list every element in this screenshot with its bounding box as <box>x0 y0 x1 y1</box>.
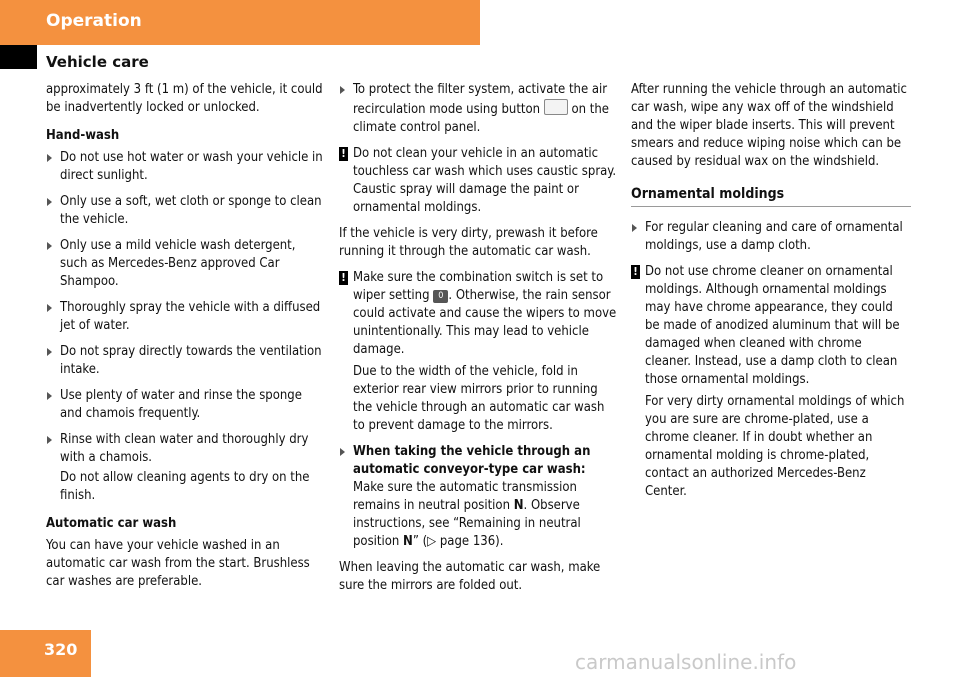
warning-continuation: Due to the width of the vehicle, fold in exterior rear view mirrors prior to running the vehicle through an automatic car wash to prevent damage to the mirrors. <box>353 364 605 433</box>
wiper-setting-badge: 0 <box>433 290 448 303</box>
column-3 <box>631 81 911 509</box>
list-item: Rinse with clean water and thoroughly dry with a chamois. <box>46 431 326 467</box>
section-title: Operation <box>46 11 142 31</box>
list-item: Use plenty of water and rinse the sponge and chamois frequently. <box>46 387 326 423</box>
column-1 <box>46 81 326 599</box>
page-number: 320 <box>44 640 78 659</box>
warning-note <box>631 263 911 389</box>
list-item: Do not spray directly towards the ventilation intake. <box>46 343 326 379</box>
page-reference: ” (▷ page 136). <box>412 534 504 549</box>
recirculation-button-icon <box>544 99 568 115</box>
mirrors-text: When leaving the automatic car wash, make sure the mirrors are folded out. <box>339 560 601 593</box>
warning-icon: ! <box>339 271 348 285</box>
wax-text: After running the vehicle through an automatic car wash, wipe any wax off of the windshield and the wiper blade inserts. This will prevent smears and reduce wiping noise which can be caused by residual wax on the windshield. <box>631 82 907 169</box>
list-item: Thoroughly spray the vehicle with a diffused jet of water. <box>46 299 326 335</box>
list-item: Only use a mild vehicle wash detergent, such as Mercedes-Benz approved Car Shampoo. <box>46 237 326 291</box>
warning-note <box>339 269 619 359</box>
list-item <box>339 443 619 551</box>
list-item: Do not use hot water or wash your vehicle in direct sunlight. <box>46 149 326 185</box>
warning-text-cont: . Otherwise, the rain sensor could activate and cause the wipers to move unintentionally. This may lead to vehicle damage. <box>353 288 617 357</box>
list-item-continuation: Do not allow cleaning agents to dry on the finish. <box>60 470 310 503</box>
warning-icon: ! <box>339 147 348 161</box>
list-item <box>339 81 619 137</box>
subsection-marker <box>0 45 37 69</box>
neutral-symbol: N <box>513 498 524 513</box>
conveyor-text-cont: . Observe instructions, see “Remaining in neutral position <box>353 498 581 549</box>
warning-note <box>339 145 619 217</box>
intro-text: approximately 3 ft (1 m) of the vehicle, it could be inadvertently locked or unlocked. <box>46 82 323 115</box>
conveyor-text: Make sure the automatic transmission remains in neutral position <box>353 480 577 513</box>
neutral-symbol: N <box>403 534 413 549</box>
automatic-wash-text: You can have your vehicle washed in an automatic car wash from the start. Brushless car washes are preferable. <box>46 538 310 589</box>
warning-text: Do not use chrome cleaner on ornamental moldings. Although ornamental moldings may have chrome appearance, they could be made of anodized aluminum that will be damaged when cleaned with chrome cleaner. Instead, use a damp cloth to clean those ornamental moldings. <box>645 264 900 387</box>
subsection-title: Vehicle care <box>46 53 149 71</box>
ornamental-moldings-heading: Ornamental moldings <box>631 185 911 207</box>
recirculation-text-end: on the climate control panel. <box>353 102 609 135</box>
warning-text: Do not clean your vehicle in an automatic touchless car wash which uses caustic spray. Caustic spray will damage the paint or ornamental moldings. <box>353 146 617 215</box>
watermark: carmanualsonline.info <box>575 650 797 674</box>
warning-text: Make sure the combination switch is set to wiper setting <box>353 270 604 303</box>
list-item: For regular cleaning and care of ornamental moldings, use a damp cloth. <box>631 219 911 255</box>
warning-icon: ! <box>631 265 640 279</box>
column-2 <box>339 81 619 603</box>
conveyor-wash-heading: When taking the vehicle through an automatic conveyor-type car wash: <box>353 444 591 477</box>
list-item: Only use a soft, wet cloth or sponge to clean the vehicle. <box>46 193 326 229</box>
prewash-text: If the vehicle is very dirty, prewash it before running it through the automatic car wash. <box>339 226 598 259</box>
automatic-wash-heading: Automatic car wash <box>46 516 177 531</box>
hand-wash-heading: Hand-wash <box>46 128 120 143</box>
recirculation-text: To protect the filter system, activate the air recirculation mode using button <box>353 82 608 117</box>
warning-continuation: For very dirty ornamental moldings of which you are sure are chrome-plated, use a chrome cleaner. If in doubt whether an ornamental molding is chrome-plated, contact an authorized Mercedes-Benz Center. <box>645 394 905 499</box>
